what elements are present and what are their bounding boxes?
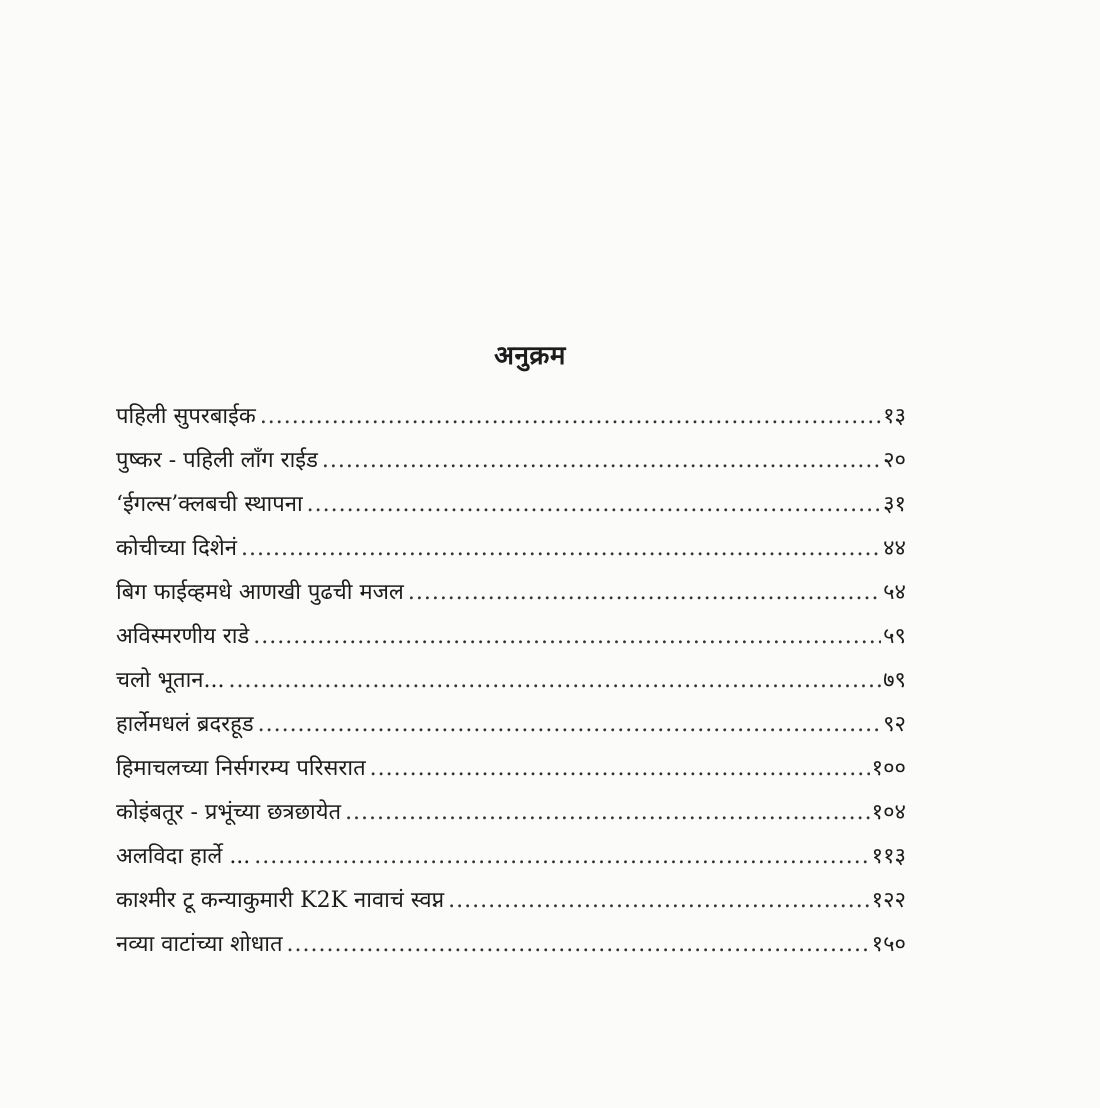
toc-entry (116, 798, 906, 842)
toc-entry (116, 402, 906, 446)
toc-entry (116, 710, 906, 754)
dot-leader (370, 754, 870, 784)
page-number: ७९ (883, 668, 906, 693)
page-number: १०० (871, 756, 906, 781)
toc-entry (116, 666, 906, 710)
page-number: १३ (883, 404, 906, 429)
chapter-title: पुष्कर - पहिली लाँग राईड (116, 448, 318, 473)
toc-entry (116, 446, 906, 490)
dot-leader (408, 578, 881, 608)
page-number: ९२ (883, 712, 906, 737)
page-number: ४४ (883, 536, 906, 561)
chapter-title: हिमाचलच्या निर्सगरम्य परिसरात (116, 756, 366, 781)
page-number: १५० (871, 932, 906, 957)
dot-leader (253, 622, 881, 652)
chapter-title: हार्लेमधलं ब्रदरहूड (116, 712, 254, 737)
chapter-title: ‘ईगल्स’क्लबची स्थापना (116, 492, 303, 517)
chapter-title: अविस्मरणीय राडे (116, 624, 250, 649)
toc-entry (116, 930, 906, 974)
dot-leader (260, 402, 881, 432)
toc-entry (116, 622, 906, 666)
toc-entry (116, 842, 906, 886)
chapter-title: काश्मीर टू कन्याकुमारी K2K नावाचं स्वप्न (116, 888, 445, 913)
chapter-title: अलविदा हार्ले ... (116, 844, 251, 869)
page-number: ११३ (871, 844, 906, 869)
chapter-title: बिग फाईव्हमधे आणखी पुढची मजल (116, 580, 404, 605)
dot-leader (228, 666, 881, 696)
chapter-title: पहिली सुपरबाईक (116, 404, 256, 429)
page-number: ३१ (883, 492, 906, 517)
toc-entry (116, 534, 906, 578)
chapter-title: कोइंबतूर - प्रभूंच्या छत्रछायेत (116, 800, 342, 825)
dot-leader (307, 490, 881, 520)
dot-leader (254, 842, 869, 872)
toc-entry (116, 886, 906, 930)
chapter-title: नव्या वाटांच्या शोधात (116, 932, 283, 957)
page-number: १२२ (871, 888, 906, 913)
toc-entry (116, 490, 906, 534)
dot-leader (241, 534, 881, 564)
page-number: ५९ (883, 624, 906, 649)
toc-entry (116, 578, 906, 622)
table-of-contents (116, 402, 906, 974)
chapter-title: चलो भूतान... (116, 668, 225, 693)
page-number: ५४ (883, 580, 906, 605)
dot-leader (345, 798, 870, 828)
chapter-title: कोचीच्या दिशेनं (116, 536, 237, 561)
dot-leader (287, 930, 870, 960)
dot-leader (448, 886, 870, 916)
toc-heading: अनुक्रम (494, 341, 566, 371)
page-number: २० (883, 448, 906, 473)
toc-entry (116, 754, 906, 798)
dot-leader (322, 446, 881, 476)
dot-leader (258, 710, 882, 740)
page-number: १०४ (871, 800, 906, 825)
